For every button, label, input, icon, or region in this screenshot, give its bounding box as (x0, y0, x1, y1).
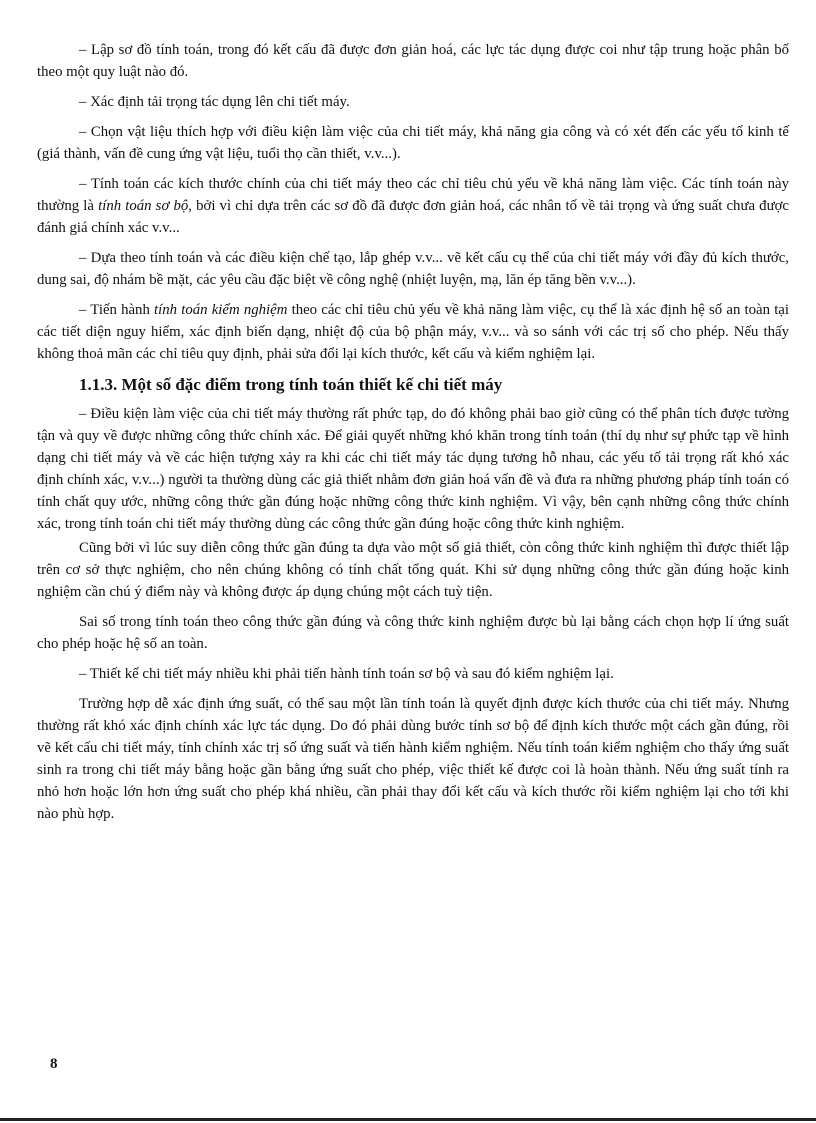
paragraph-calc-diagram: – Lập sơ đồ tính toán, trong đó kết cấu đã được đơn giản hoá, các lực tác dụng được coi như tập trung hoặc phân bố theo một quy luật nào đó. (37, 42, 789, 80)
text-run: theo các chỉ tiêu chủ yếu về khả năng làm việc, cụ thể là xác định hệ số an toàn tại các tiết diện nguy hiểm, xác định biến dạng, nhiệt độ của bộ phận máy, v.v... và so sánh với các trị số cho phép. Nếu thấy không thoả mãn các chỉ tiêu quy định, phải sửa đổi lại kích thước, kết cấu và kiểm nghiệm lại. (37, 302, 789, 362)
text-run: – Tiến hành (79, 302, 155, 318)
bottom-rule (0, 1118, 816, 1121)
paragraph-main-dimensions (37, 173, 789, 239)
section-paragraph: – Điều kiện làm việc của chi tiết máy thường rất phức tạp, do đó không phải bao giờ cũng có thể phân tích được tường tận và quy về được những công thức chính xác. Để giải quyết những khó khăn trong tính toán (thí dụ như sự phức tạp về hình dạng chi tiết máy và về các hiện tượng xảy ra khi các chi tiết máy tác dụng tương hỗ nhau, các yếu tố tải trọng rất khó xác định chính xác, v.v...) người ta thường dùng các giả thiết nhằm đơn giản hoá vấn đề và đưa ra những phương pháp tính toán có tính chất quy ước, những công thức gần đúng hoặc những công thức kinh nghiệm. Vì vậy, bên cạnh những công thức chính xác, trong tính toán chi tiết máy thường dùng các công thức gần đúng hoặc công thức kinh nghiệm. (37, 406, 789, 532)
text-run: – Tính toán các kích thước chính của chi tiết máy theo các chỉ tiêu chủ yếu về khả năng làm việc. Các tính toán này thường là (37, 176, 789, 214)
page-number: 8 (50, 1056, 58, 1072)
paragraph-load: – Xác định tải trọng tác dụng lên chi tiết máy. (79, 94, 350, 110)
section-paragraph: Trường hợp dễ xác định ứng suất, có thể sau một lần tính toán là quyết định được kích thước của chi tiết máy. Nhưng thường rất khó xác định chính xác lực tác dụng. Do đó phải dùng bước tính sơ bộ để định kích thước một cách gần đúng, rồi vẽ kết cấu chi tiết máy, tính chính xác trị số ứng suất và tiến hành kiểm nghiệm. Nếu tính toán kiểm nghiệm cho thấy ứng suất sinh ra trong chi tiết máy bằng hoặc gần bằng ứng suất cho phép, việc thiết kế được coi là hoàn thành. Nếu ứng suất tính ra nhỏ hơn hoặc lớn hơn ứng suất cho phép khá nhiều, cần phải thay đổi kết cấu và kích thước rồi kiểm nghiệm lại cho tới khi nào phù hợp. (37, 696, 789, 822)
section-paragraph: – Thiết kế chi tiết máy nhiều khi phải tiến hành tính toán sơ bộ và sau đó kiểm nghiệm lại. (79, 666, 614, 682)
emphasis-text: tính toán kiểm nghiệm (154, 302, 288, 318)
section-paragraph: Cũng bởi vì lúc suy diễn công thức gần đúng ta dựa vào một số giả thiết, còn công thức kinh nghiệm thì được thiết lập trên cơ sở thực nghiệm, cho nên chúng không có tính chất tổng quát. Khi sử dụng những công thức gần đúng hoặc kinh nghiệm cần chú ý điểm này và không được áp dụng chúng một cách tuỳ tiện. (37, 540, 789, 600)
section-paragraph: Sai số trong tính toán theo công thức gần đúng và công thức kinh nghiệm được bù lại bằng cách chọn hợp lí ứng suất cho phép hoặc hệ số an toàn. (37, 614, 789, 652)
paragraph-verification (37, 299, 789, 365)
text-run: , bởi vì chỉ dựa trên các sơ đồ đã được đơn giản hoá, các nhân tố về tải trọng và ứng suất chưa được đánh giá chính xác v.v... (37, 198, 789, 236)
section-heading: 1.1.3. Một số đặc điểm trong tính toán thiết kế chi tiết máy (79, 375, 503, 394)
paragraph-material: – Chọn vật liệu thích hợp với điều kiện làm việc của chi tiết máy, khả năng gia công và có xét đến các yếu tố kinh tế (giá thành, vấn đề cung ứng vật liệu, tuổi thọ cần thiết, v.v...). (37, 124, 789, 162)
emphasis-text: tính toán sơ bộ (98, 198, 189, 214)
page-body (37, 39, 789, 833)
paragraph-structure-drawing: – Dựa theo tính toán và các điều kiện chế tạo, lắp ghép v.v... vẽ kết cấu cụ thể của chi tiết máy với đầy đủ kích thước, dung sai, độ nhám bề mặt, các yêu cầu đặc biệt về công nghệ (nhiệt luyện, mạ, lăn ép tăng bền v.v...). (37, 250, 789, 288)
